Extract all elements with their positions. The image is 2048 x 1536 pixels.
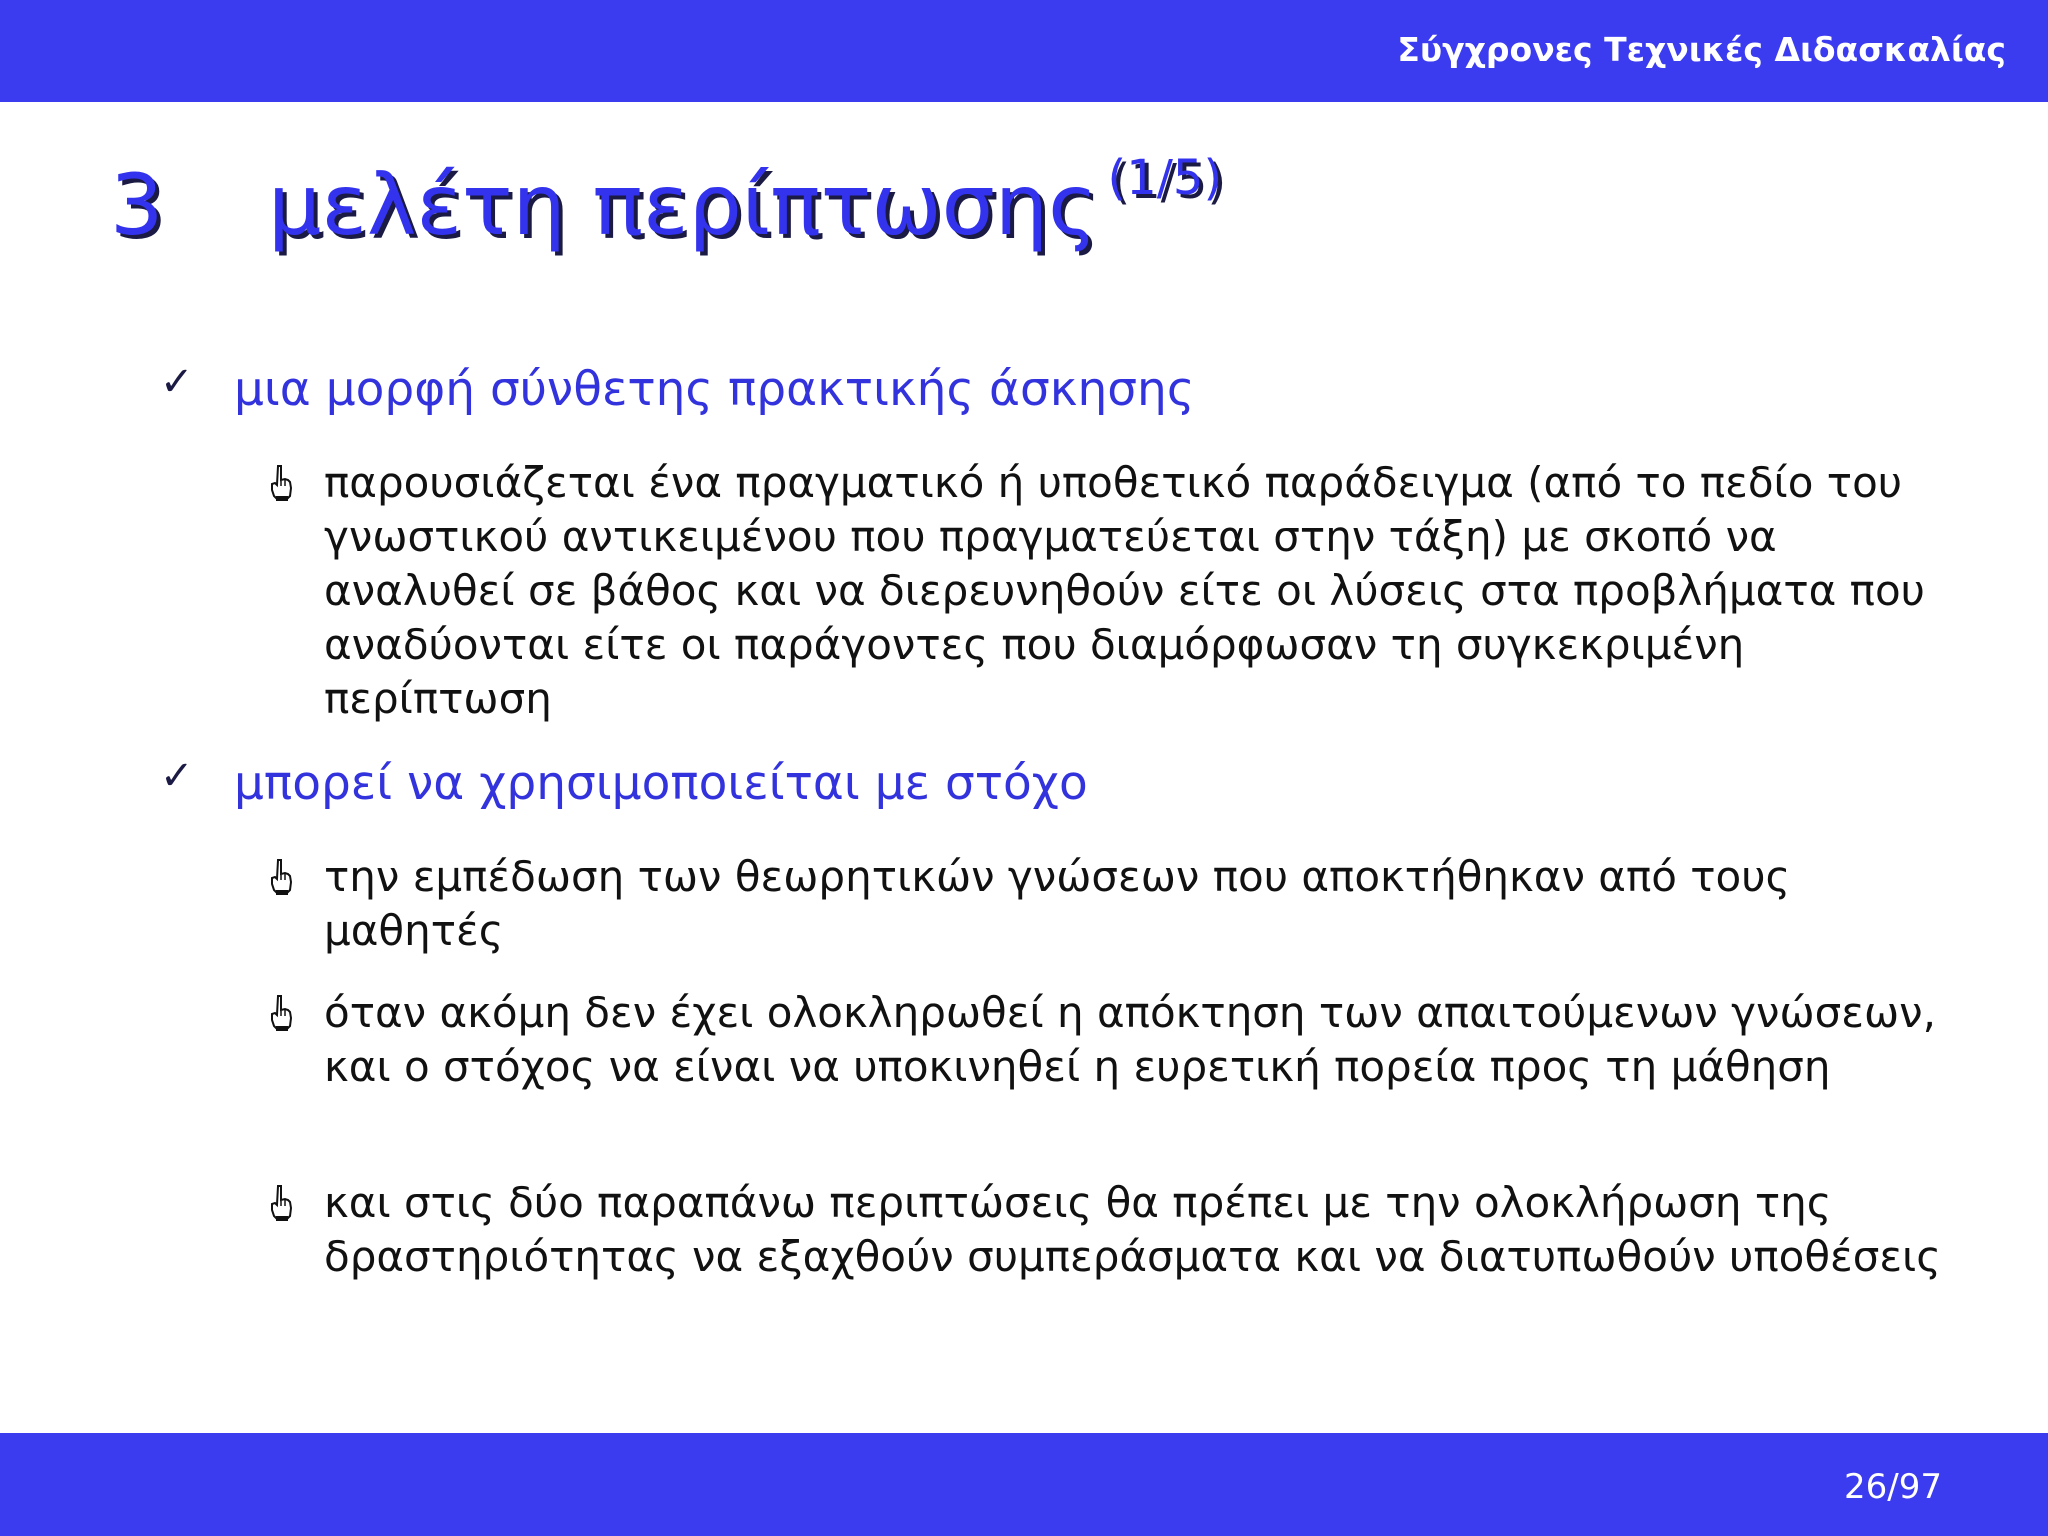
sub-bullet-text: την εμπέδωση των θεωρητικών γνώσεων που αποκτήθηκαν από τους μαθητές [324,852,1791,955]
pointing-hand-icon [268,858,294,896]
pointing-hand-icon [268,994,294,1032]
section-number: 3 [110,156,164,254]
sub-bullet-text: όταν ακόμη δεν έχει ολοκληρωθεί η απόκτηση των απαιτούμενων γνώσεων, και ο στόχος να είναι να υποκινηθεί η ευρετική πορεία προς τη μάθηση [324,988,1936,1091]
pointing-hand-icon [268,1184,294,1222]
pointing-hand-icon [268,464,294,502]
bullet-text: μπορεί να χρησιμοποιείται με στόχο [234,756,1088,811]
checkmark-icon: ✓ [160,753,194,799]
bullet-text: μια μορφή σύνθετης πρακτικής άσκησης [234,362,1195,417]
page-number: 26/97 [1844,1467,1942,1507]
header-bar [0,0,2048,102]
footer-bar [0,1433,2048,1536]
sub-bullet-text: παρουσιάζεται ένα πραγματικό ή υποθετικό παράδειγμα (από το πεδίο του γνωστικού αντικειμένου που πραγματεύεται στην τάξη) με σκοπό να αναλυθεί σε βάθος και να διερευνηθούν είτε οι λύσεις στα προβλήματα που αναδύονται είτε οι παράγοντες που διαμόρφωσαν τη συγκεκριμένη περίπτωση [324,458,1925,723]
slide-title [110,150,1222,260]
title-part-indicator: (1/5) [1107,150,1223,206]
title-text: μελέτη περίπτωσης [268,156,1098,254]
sub-bullet-text: και στις δύο παραπάνω περιπτώσεις θα πρέπει με την ολοκλήρωση της δραστηριότητας να εξαχθούν συμπεράσματα και να διατυπωθούν υποθέσεις [324,1178,1941,1281]
checkmark-icon: ✓ [160,359,194,405]
presentation-title: Σύγχρονες Τεχνικές Διδασκαλίας [1397,30,2006,69]
